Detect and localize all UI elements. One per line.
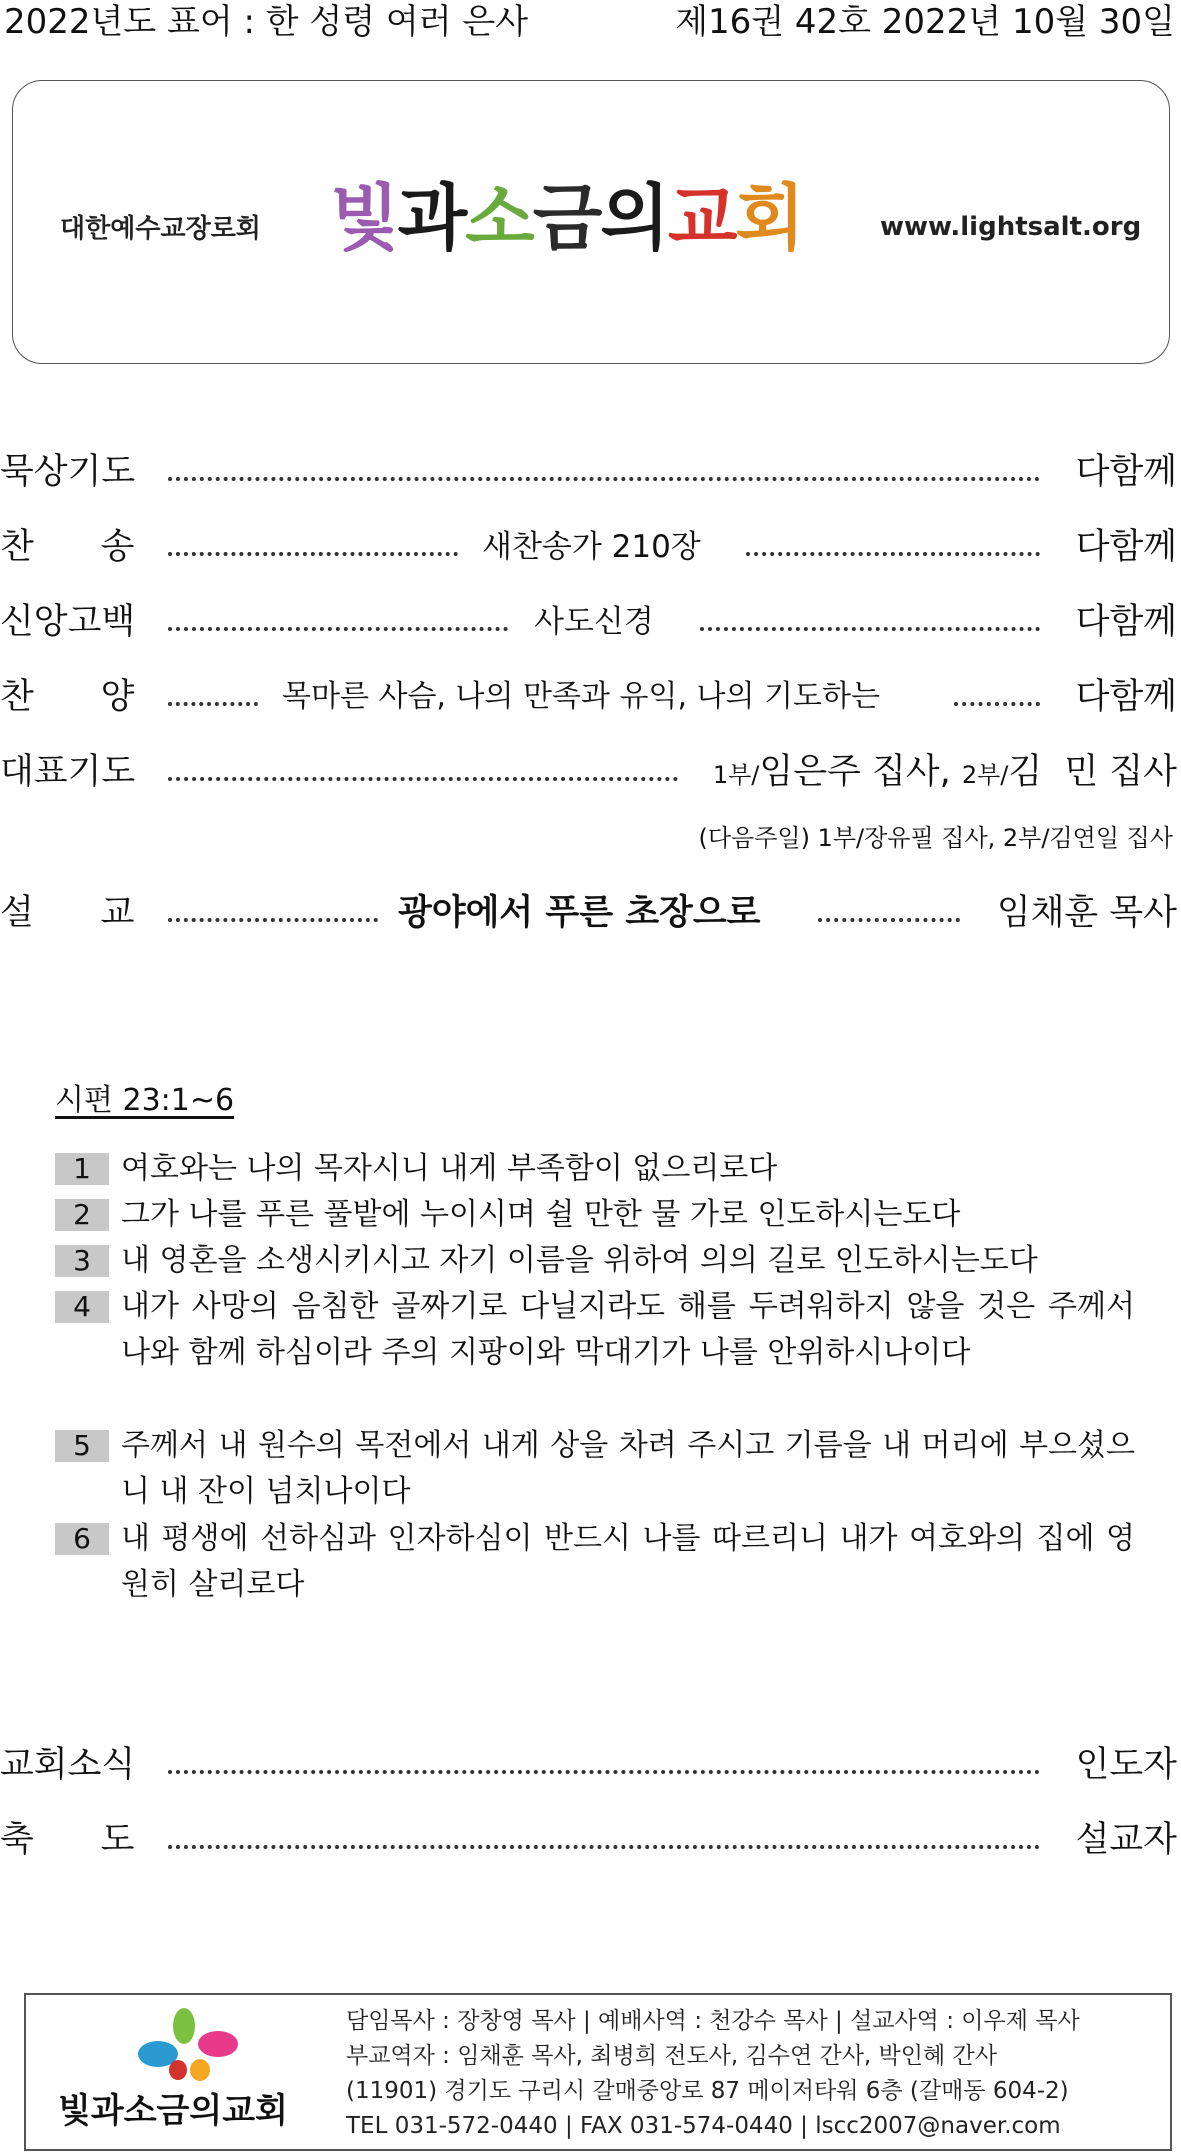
verse-number: 3 [55, 1245, 109, 1277]
sermon-title: 광야에서 푸른 초장으로 [398, 893, 761, 933]
leader-dots [168, 918, 378, 922]
verse-number: 6 [55, 1523, 109, 1555]
logo-petal [173, 2008, 195, 2044]
scripture-reference: 시편 23:1~6 [55, 1083, 235, 1118]
leader-dots [168, 1845, 1040, 1849]
service-prefix: 1부/ [712, 761, 760, 789]
order-item-hymn [0, 522, 1181, 572]
leader-dots [168, 1770, 1040, 1774]
order-performer: 다함께 [1075, 677, 1177, 717]
order-detail: 새찬송가 210장 [482, 529, 701, 565]
order-label: 찬 양 [0, 677, 135, 717]
order-label: 설 교 [0, 893, 135, 933]
leader-dots [700, 627, 1040, 631]
logo-petal [198, 2031, 238, 2057]
order-detail: 목마른 사슴, 나의 만족과 유익, 나의 기도하는 [282, 679, 880, 714]
order-item-creed [0, 597, 1181, 647]
verse [55, 1238, 1135, 1284]
motto: 2022년도 표어 : 한 성령 여러 은사 [4, 2, 529, 42]
order-label: 축 도 [0, 1820, 135, 1860]
preacher: 임채훈 목사 [996, 893, 1177, 933]
prayer-leader-2: 김 민 집사 [1008, 752, 1177, 792]
logo-char: 과 [397, 176, 466, 260]
leader-dots [818, 918, 960, 922]
logo-char: 의 [600, 176, 668, 260]
order-label: 대표기도 [0, 752, 136, 792]
order-performer [713, 747, 1177, 800]
logo-petal [190, 2059, 210, 2081]
order-label: 신앙고백 [0, 602, 136, 642]
order-label: 묵상기도 [0, 452, 136, 492]
leader-dots [168, 627, 508, 631]
logo-char: 회 [735, 176, 803, 260]
order-item-sermon [0, 888, 1181, 938]
issue-info: 제16권 42호 2022년 10월 30일 [675, 2, 1175, 42]
verse-text: 주께서 내 원수의 목전에서 내게 상을 차려 주시고 기름을 내 머리에 부으셨으니 내 잔이 넘치나이다 [121, 1428, 1135, 1509]
verse-text: 내 평생에 선하심과 인자하심이 반드시 나를 따르리니 내가 여호와의 집에 영원히 살리로다 [121, 1521, 1135, 1602]
order-item-benediction [0, 1815, 1181, 1865]
verse-number: 5 [55, 1430, 109, 1462]
service-prefix: 2부/ [961, 761, 1009, 789]
verse-text: 여호와는 나의 목자시니 내게 부족함이 없으리로다 [121, 1151, 778, 1186]
order-detail: 사도신경 [534, 604, 654, 640]
leader-dots [168, 552, 458, 556]
verse [55, 1284, 1135, 1376]
staff-line: 부교역자 : 임채훈 목사, 최병희 전도사, 김수연 간사, 박인혜 간사 [346, 2043, 997, 2069]
order-performer: 설교자 [1075, 1820, 1177, 1860]
leader-dots [954, 702, 1040, 706]
pastor-line: 담임목사 : 장창영 목사 | 예배사역 : 천강수 목사 | 설교사역 : 이우제 목사 [346, 2008, 1080, 2034]
verse-number: 2 [55, 1199, 109, 1231]
order-item-meditation [0, 447, 1181, 497]
order-performer: 다함께 [1075, 452, 1177, 492]
verse-number: 4 [55, 1291, 109, 1323]
verse [55, 1516, 1135, 1608]
order-performer: 인도자 [1075, 1745, 1177, 1785]
denomination-name: 대한예수교장로회 [60, 214, 261, 244]
logo-char: 소 [465, 176, 533, 260]
order-label: 교회소식 [0, 1745, 136, 1785]
order-item-prayer [0, 747, 1181, 797]
verse-text: 그가 나를 푸른 풀밭에 누이시며 쉴 만한 물 가로 인도하시는도다 [121, 1197, 961, 1232]
leader-dots [746, 552, 1040, 556]
website-url: www.lightsalt.org [880, 212, 1142, 242]
flower-logo-icon [128, 2004, 248, 2084]
logo-char: 금 [532, 176, 601, 260]
leader-dots [168, 477, 1040, 481]
verse-number: 1 [55, 1153, 109, 1185]
verse [55, 1423, 1135, 1515]
church-logo [330, 168, 803, 268]
verse [55, 1146, 1135, 1192]
verse [55, 1192, 1135, 1238]
address-line: (11901) 경기도 구리시 갈매중앙로 87 메이저타워 6층 (갈매동 604-2) [346, 2078, 1069, 2104]
logo-char: 빛 [330, 176, 398, 260]
order-performer: 다함께 [1075, 602, 1177, 642]
order-label: 찬 송 [0, 527, 135, 567]
verse-text: 내 영혼을 소생시키시고 자기 이름을 위하여 의의 길로 인도하시는도다 [121, 1243, 1038, 1278]
leader-dots [168, 777, 678, 781]
prayer-leader-1: 임은주 집사, [759, 752, 962, 792]
contact-line: TEL 031-572-0440 | FAX 031-574-0440 | lscc2007@naver.com [346, 2113, 1061, 2139]
footer-logo-text: 빛과소금의교회 [58, 2091, 288, 2131]
logo-char: 교 [667, 176, 736, 260]
order-item-announcements [0, 1740, 1181, 1790]
logo-petal [169, 2060, 187, 2080]
order-performer: 다함께 [1075, 527, 1177, 567]
order-item-praise [0, 672, 1181, 722]
verse-text: 내가 사망의 음침한 골짜기로 다닐지라도 해를 두려워하지 않을 것은 주께서 나와 함께 하심이라 주의 지팡이와 막대기가 나를 안위하시나이다 [121, 1289, 1135, 1370]
leader-dots [168, 702, 258, 706]
next-week-note: (다음주일) 1부/장유필 집사, 2부/김연일 집사 [698, 824, 1173, 852]
